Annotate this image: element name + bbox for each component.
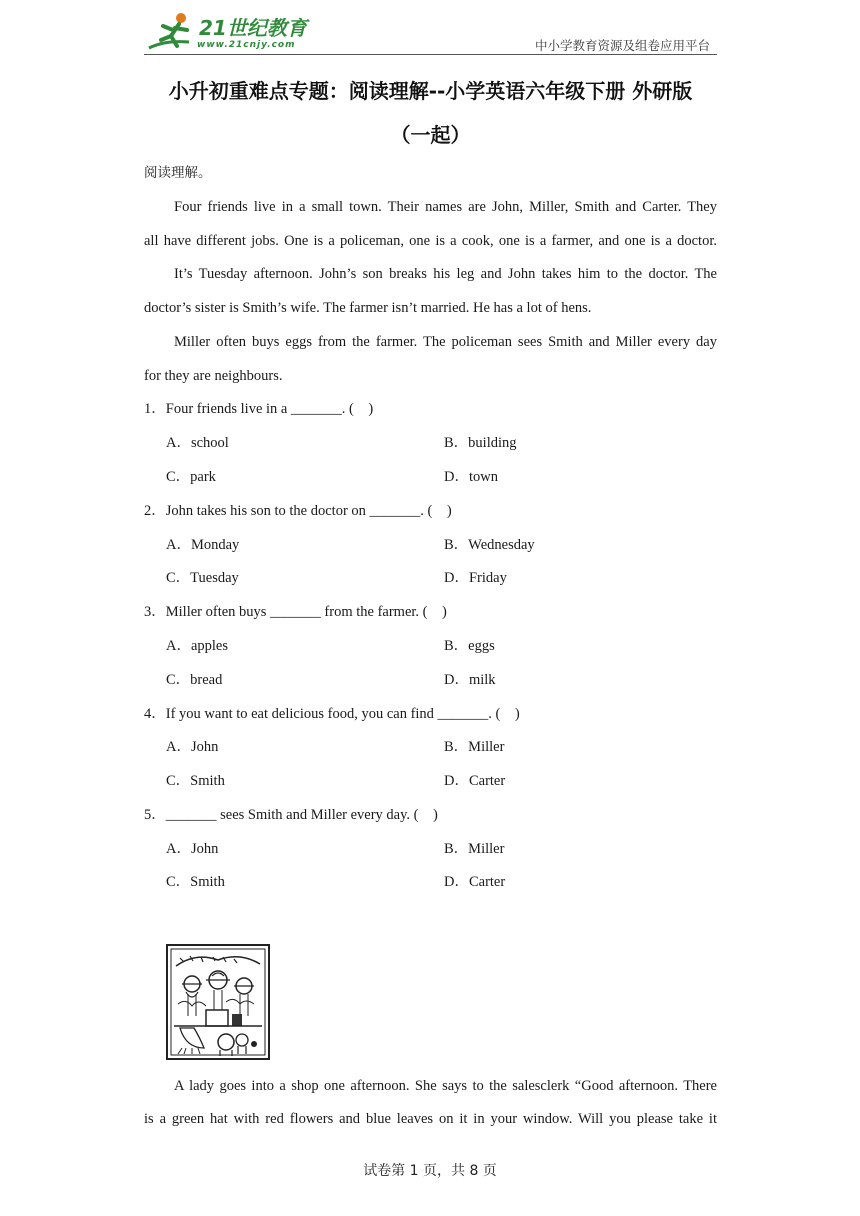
option-c[interactable]: C．Smith xyxy=(166,773,225,789)
option-b[interactable]: B．building xyxy=(444,435,517,451)
page-footer: 试卷第 1 页，共 8 页 xyxy=(363,1163,497,1179)
passage-line: is a green hat with red flowers and blue leaves on it in your window. Will you please take it xyxy=(144,1111,717,1127)
page-title-continued: （一起） xyxy=(390,123,471,147)
option-b[interactable]: B．Wednesday xyxy=(444,537,535,553)
passage-line: Four friends live in a small town. Their names are John, Miller, Smith and Carter. They xyxy=(174,199,717,215)
question-stem: 4．If you want to eat delicious food, you can find _______. ( ) xyxy=(144,706,520,722)
option-c[interactable]: C．Smith xyxy=(166,874,225,890)
passage-line: for they are neighbours. xyxy=(144,368,283,384)
option-b[interactable]: B．Miller xyxy=(444,739,505,755)
logo-text: 21世纪教育 xyxy=(199,16,307,40)
passage-line: doctor’s sister is Smith’s wife. The farmer isn’t married. He has a lot of hens. xyxy=(144,300,592,316)
option-b[interactable]: B．Miller xyxy=(444,841,505,857)
option-c[interactable]: C．bread xyxy=(166,672,223,688)
header-divider xyxy=(144,54,717,55)
question-stem: 3．Miller often buys _______ from the farmer. ( ) xyxy=(144,604,447,620)
passage-line: all have different jobs. One is a policeman, one is a cook, one is a farmer, and one is a doctor. xyxy=(144,233,717,249)
page-header xyxy=(0,0,860,60)
platform-name: 中小学教育资源及组卷应用平台 xyxy=(534,38,710,53)
option-c[interactable]: C．Tuesday xyxy=(166,570,239,586)
passage-line: It’s Tuesday afternoon. John’s son breaks his leg and John takes him to the doctor. The xyxy=(174,266,717,282)
option-d[interactable]: D．Carter xyxy=(444,874,506,890)
section-label: 阅读理解。 xyxy=(144,165,212,181)
option-d[interactable]: D．Carter xyxy=(444,773,506,789)
passage-line: Miller often buys eggs from the farmer. The policeman sees Smith and Miller every day xyxy=(174,334,717,350)
page-title: 小升初重难点专题：阅读理解--小学英语六年级下册 外研版 xyxy=(168,79,693,103)
site-logo[interactable] xyxy=(145,10,315,54)
option-a[interactable]: A．apples xyxy=(166,638,229,654)
option-d[interactable]: D．milk xyxy=(444,672,496,688)
question-stem: 5．_______ sees Smith and Miller every day. ( ) xyxy=(144,807,438,823)
option-a[interactable]: A．John xyxy=(166,841,219,857)
passage-line: A lady goes into a shop one afternoon. She says to the salesclerk “Good afternoon. There xyxy=(174,1078,717,1094)
question-stem: 2．John takes his son to the doctor on _______. ( ) xyxy=(144,503,452,519)
option-a[interactable]: A．John xyxy=(166,739,219,755)
question-stem: 1．Four friends live in a _______. ( ) xyxy=(144,401,374,417)
option-a[interactable]: A．Monday xyxy=(166,537,240,553)
option-a[interactable]: A．school xyxy=(166,435,229,451)
shop-hats-illustration xyxy=(166,944,270,1060)
logo-url: www.21cnjy.com xyxy=(197,40,296,50)
option-d[interactable]: D．Friday xyxy=(444,570,507,586)
option-c[interactable]: C．park xyxy=(166,469,216,485)
runner-logo-icon xyxy=(145,10,197,54)
option-b[interactable]: B．eggs xyxy=(444,638,495,654)
option-d[interactable]: D．town xyxy=(444,469,498,485)
